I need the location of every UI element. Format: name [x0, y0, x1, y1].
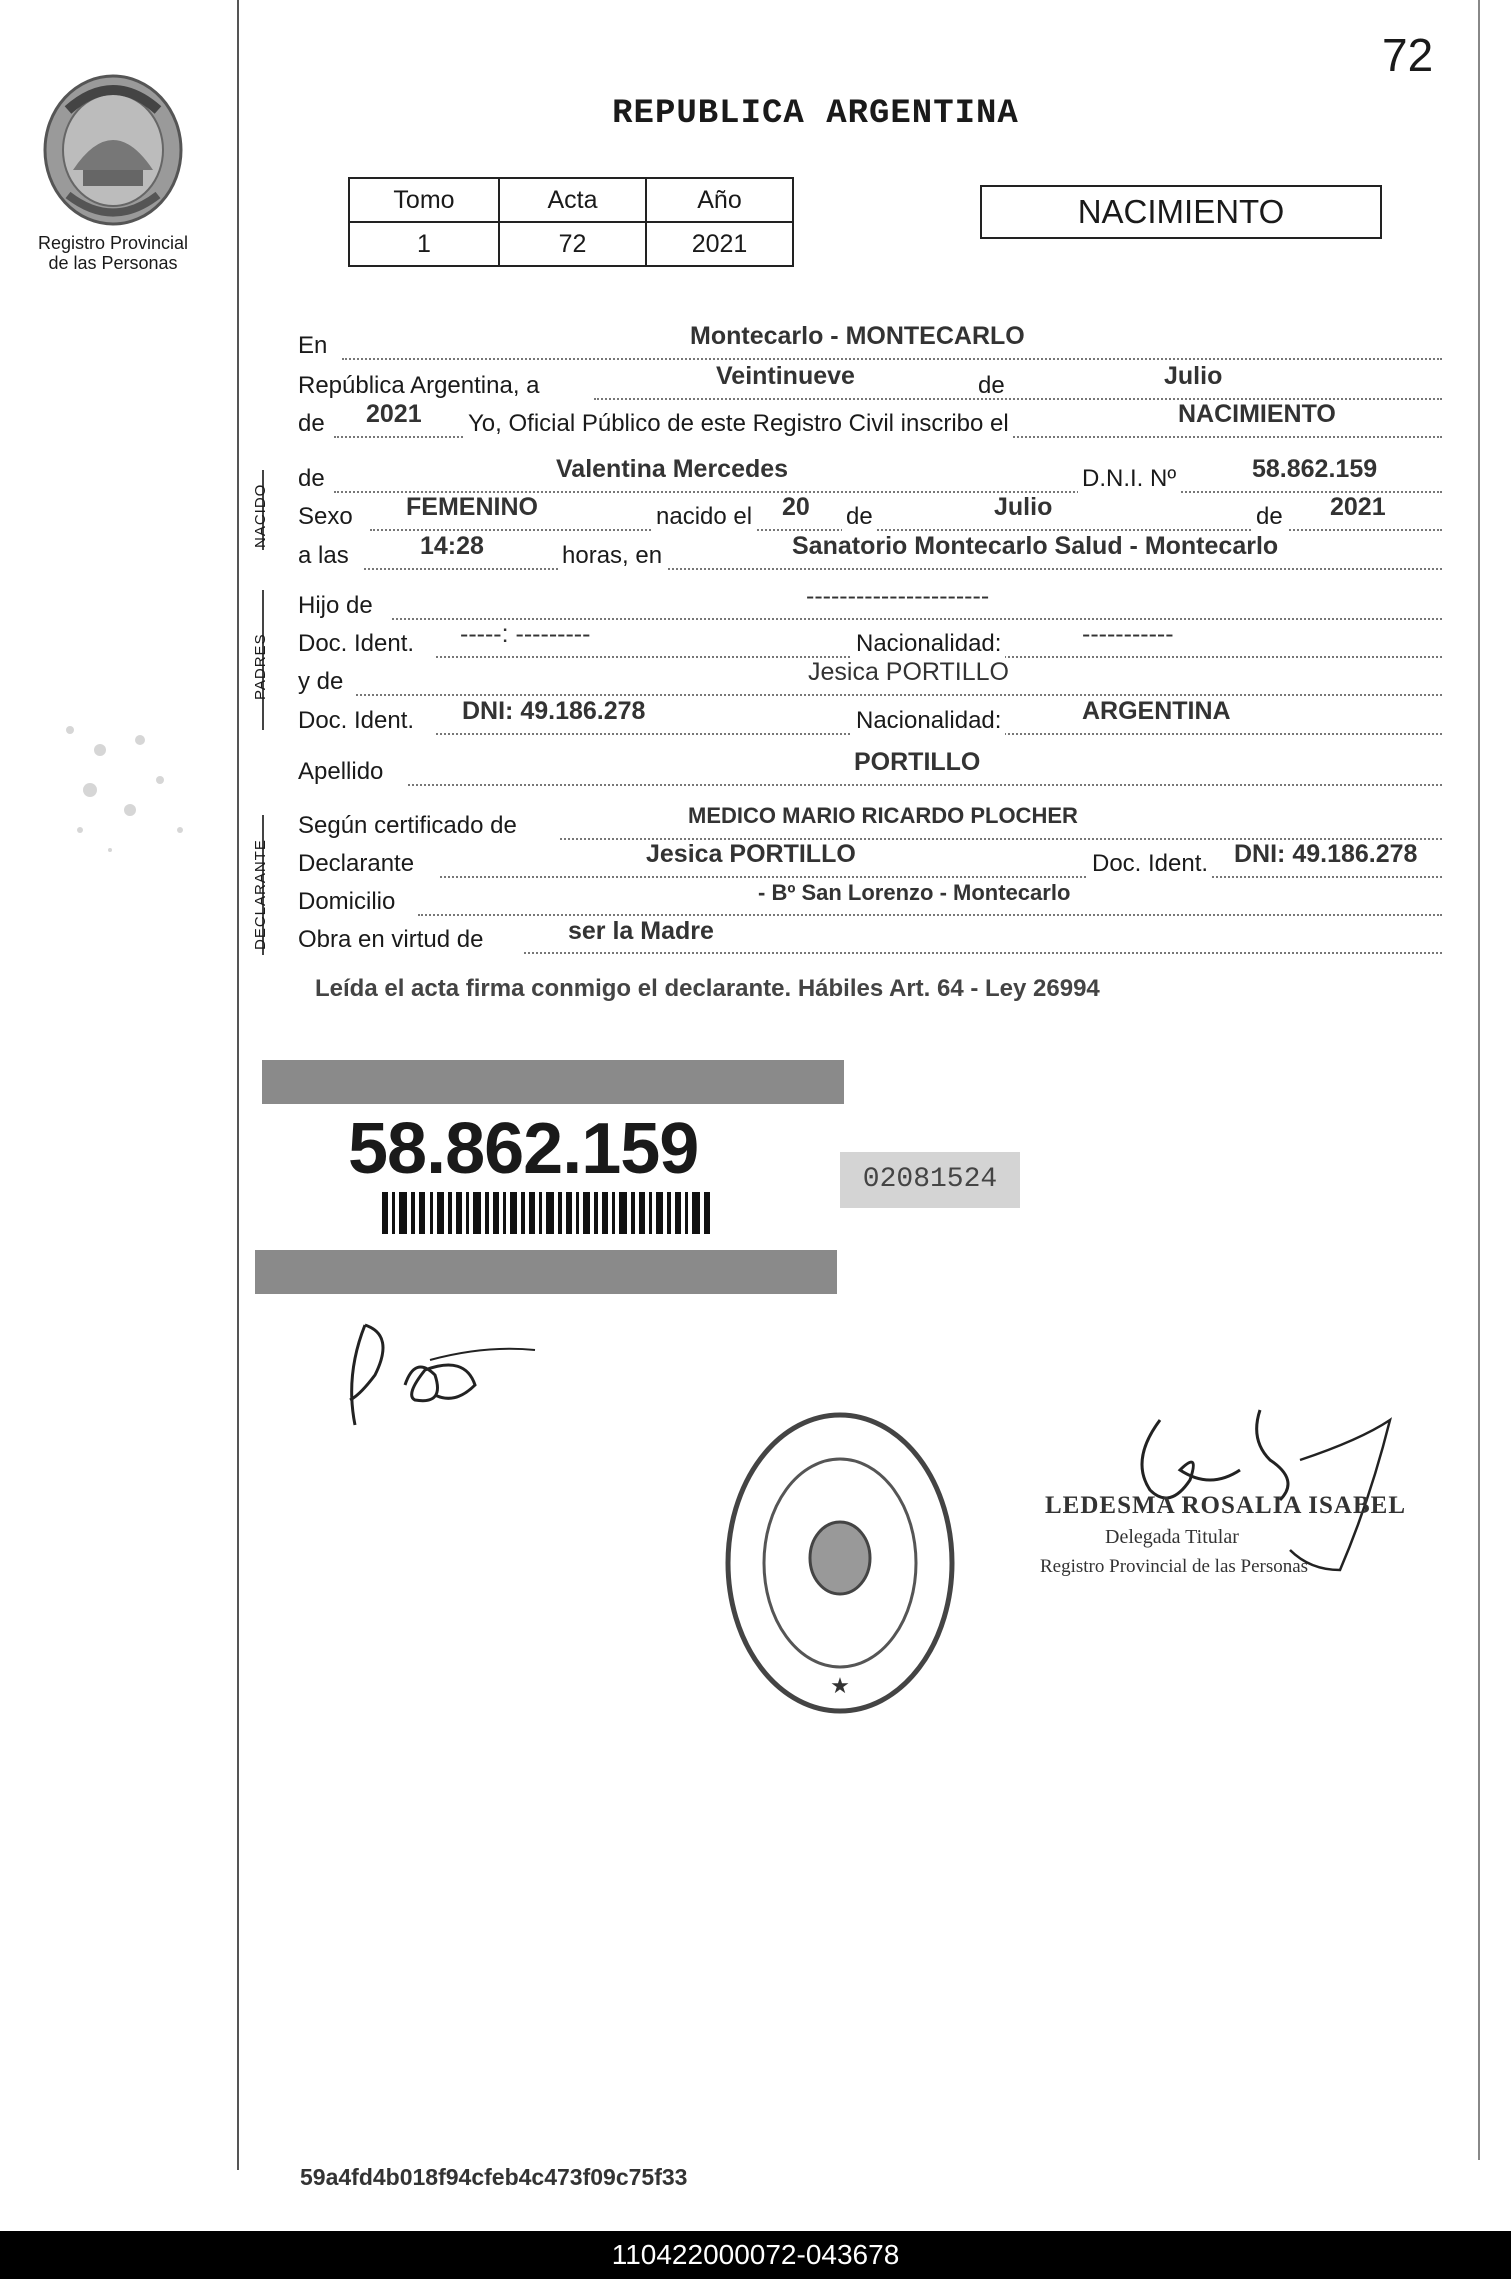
officer-role: Delegada Titular — [1105, 1526, 1239, 1548]
barcode — [382, 1192, 712, 1234]
horas-label: horas, en — [558, 542, 666, 570]
sexo-label: Sexo — [298, 503, 353, 530]
value-ano: 2021 — [646, 222, 793, 266]
birth-de-label: de — [842, 503, 877, 531]
obra-value: ser la Madre — [568, 917, 714, 945]
year-value: 2021 — [366, 400, 422, 428]
dni-label: D.N.I. Nº — [1078, 465, 1180, 493]
birth-year-value: 2021 — [1330, 493, 1386, 521]
bottom-band — [255, 1250, 837, 1294]
hijo-de-label: Hijo de — [298, 592, 373, 619]
father-doc-value: -----: --------- — [460, 620, 591, 648]
declarante-value: Jesica PORTILLO — [646, 840, 856, 868]
left-margin-line — [237, 0, 239, 2170]
logo-caption — [18, 233, 208, 273]
svg-text:★: ★ — [830, 1674, 850, 1699]
declarante-doc-value: DNI: 49.186.278 — [1234, 840, 1418, 868]
domicilio-value: - Bº San Lorenzo - Montecarlo — [758, 880, 1071, 905]
declarante-doc-label: Doc. Ident. — [1088, 850, 1212, 878]
time-value: 14:28 — [420, 532, 484, 560]
month-value: Julio — [1164, 362, 1223, 390]
father-doc-label: Doc. Ident. — [298, 630, 415, 657]
child-dni-value: 58.862.159 — [1252, 455, 1378, 483]
event-value: NACIMIENTO — [1178, 400, 1336, 428]
child-name-value: Valentina Mercedes — [556, 455, 789, 483]
apellido-value: PORTILLO — [854, 748, 981, 776]
mother-nat-label: Nacionalidad: — [852, 707, 1005, 735]
logo-caption-line1: Registro Provincial — [37, 233, 189, 253]
registry-header-row — [349, 178, 793, 222]
nacido-section-label: NACIDO — [252, 483, 269, 548]
dni-large: 58.862.159 — [348, 1109, 699, 1189]
nacido-de-label: de — [298, 465, 325, 492]
mother-value: Jesica PORTILLO — [808, 658, 1010, 686]
control-code: 02081524 — [840, 1152, 1020, 1208]
declarante-label: Declarante — [298, 850, 415, 877]
scan-artifact — [30, 700, 210, 870]
registry-logo — [38, 70, 188, 230]
top-band — [262, 1060, 844, 1104]
place-value: Montecarlo - MONTECARLO — [690, 322, 1025, 350]
logo-caption-line2: de las Personas — [48, 253, 178, 273]
value-tomo: 1 — [349, 222, 499, 266]
cert-label: Según certificado de — [298, 812, 517, 839]
officer-name: LEDESMA ROSALIA ISABEL — [1045, 1492, 1407, 1519]
registry-value-row — [349, 222, 793, 266]
day-words-value: Veintinueve — [716, 362, 855, 390]
birth-month-value: Julio — [994, 493, 1053, 521]
nacido-el-label: nacido el — [652, 503, 756, 531]
cert-value: MEDICO MARIO RICARDO PLOCHER — [688, 803, 1078, 828]
header-acta: Acta — [499, 178, 646, 222]
declarant-signature — [335, 1315, 545, 1435]
page-number: 72 — [1382, 29, 1434, 81]
official-stamp — [720, 1408, 960, 1718]
footer-code: 110422000072-043678 — [611, 2239, 900, 2270]
mother-doc-label: Doc. Ident. — [298, 707, 415, 734]
obra-label: Obra en virtud de — [298, 926, 484, 953]
value-acta: 72 — [499, 222, 646, 266]
de2-label: de — [298, 410, 325, 437]
a-las-label: a las — [298, 542, 349, 569]
record-type-box: NACIMIENTO — [980, 185, 1382, 239]
en-label: En — [298, 332, 328, 359]
statement-text: Yo, Oficial Público de este Registro Civil inscribo el — [464, 410, 1013, 438]
right-margin-line — [1478, 0, 1480, 2160]
father-nat-value: ----------- — [1082, 620, 1174, 648]
document-title: REPUBLICA ARGENTINA — [612, 95, 1019, 133]
header-tomo: Tomo — [349, 178, 499, 222]
birth-day-value: 20 — [782, 493, 810, 521]
registry-table — [348, 177, 794, 267]
closing-note: Leída el acta firma conmigo el declarante. Hábiles Art. 64 - Ley 26994 — [315, 975, 1100, 1002]
padres-section-label: PADRES — [252, 633, 269, 700]
birth-de2-label: de — [1252, 503, 1287, 531]
father-nat-label: Nacionalidad: — [852, 630, 1005, 658]
apellido-label: Apellido — [298, 758, 384, 785]
birth-place-value: Sanatorio Montecarlo Salud - Montecarlo — [792, 532, 1279, 560]
footer-code-bar — [0, 2231, 1511, 2279]
document-hash: 59a4fd4b018f94cfeb4c473f09c75f33 — [300, 2164, 688, 2190]
de-label: de — [978, 372, 1005, 399]
header-ano: Año — [646, 178, 793, 222]
sexo-value: FEMENINO — [406, 493, 538, 521]
y-de-label: y de — [298, 668, 344, 695]
mother-doc-value: DNI: 49.186.278 — [462, 697, 646, 725]
mother-nat-value: ARGENTINA — [1082, 697, 1231, 725]
republica-label: República Argentina, a — [298, 372, 540, 399]
declarante-section-label: DECLARANTE — [252, 839, 269, 950]
father-value: ---------------------- — [806, 582, 990, 610]
officer-office: Registro Provincial de las Personas — [1040, 1556, 1309, 1577]
domicilio-label: Domicilio — [298, 888, 396, 915]
